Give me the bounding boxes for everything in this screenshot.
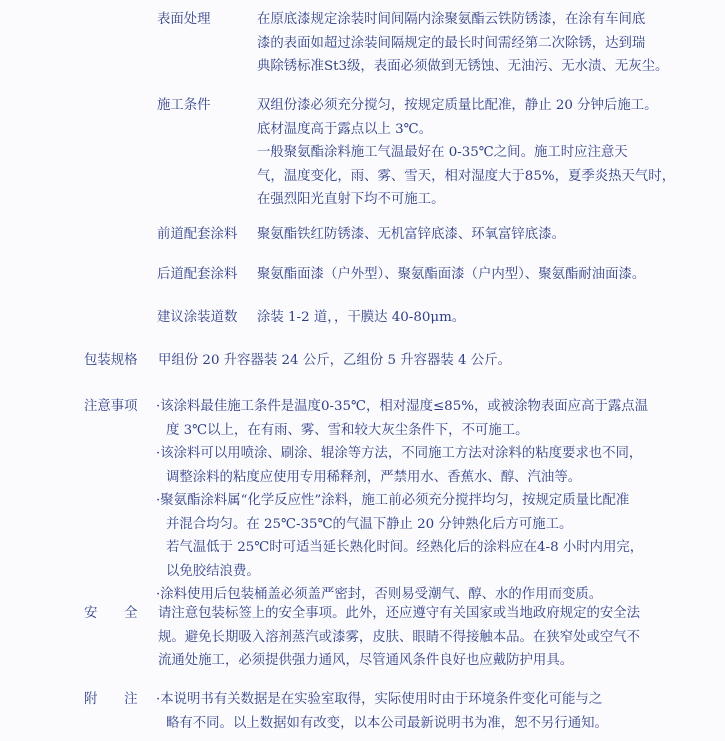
label-post-coating: 后道配套涂料 bbox=[157, 267, 238, 282]
text-appendix bbox=[156, 688, 706, 735]
text-post-coating bbox=[257, 263, 707, 287]
note-line: 并混合均匀。在 25℃-35℃的气温下静止 20 分钟熟化后方可施工。 bbox=[166, 516, 573, 532]
text-line: 一般聚氨酯涂料施工气温最好在 0-35℃之间。施工时应注意天 bbox=[257, 145, 628, 160]
note-line: ·涂料使用后包装桶盖必须盖严密封，否则易受潮气、醇、水的作用而变质。 bbox=[156, 587, 603, 602]
text-line: 略有不同。以上数据如有改变，以本公司最新说明书为准，恕不另行通知。 bbox=[166, 715, 608, 731]
note-line: ·聚氨酯涂料属“化学反应性”涂料，施工前必须充分搅拌均匀，按规定质量比配准 bbox=[156, 493, 630, 508]
label-pre-coating: 前道配套涂料 bbox=[157, 227, 238, 242]
label-packaging: 包装规格 bbox=[84, 353, 138, 368]
note-line: 以免胶结浪费。 bbox=[166, 563, 260, 579]
text-line: 聚氨酯面漆（户外型）、聚氨酯面漆（户内型）、聚氨酯耐油面漆。 bbox=[257, 267, 646, 282]
text-surface-treatment bbox=[257, 8, 707, 79]
note-line: ·该涂料最佳施工条件是温度0-35℃，相对湿度≤85%，或被涂物表面应高于露点温 bbox=[156, 399, 649, 414]
label-surface-treatment: 表面处理 bbox=[157, 12, 211, 27]
text-line: 在强烈阳光直射下均不可施工。 bbox=[257, 192, 445, 207]
label-safety: 安 全 bbox=[84, 606, 138, 621]
text-line: 涂装 1-2 道，，干膜达 40-80μm。 bbox=[257, 310, 466, 325]
text-line: 气，温度变化，雨、雾、雪天，相对湿度大于85%，夏季炎热天气时， bbox=[257, 168, 676, 184]
text-line: 双组份漆必须充分搅匀，按规定质量比配准，静止 20 分钟后施工。 bbox=[257, 98, 658, 113]
text-line: 规。避免长期吸入溶剂蒸汽或漆雾，皮肤、眼睛不得接触本品。在狭窄处或空气不 bbox=[158, 629, 641, 645]
note-line: 度 3℃以上，在有雨、雾、雪和较大灰尘条件下，不可施工。 bbox=[166, 422, 529, 438]
label-appendix: 附 注 bbox=[84, 692, 138, 707]
label-coats: 建议涂装道数 bbox=[157, 310, 238, 325]
text-line: 请注意包装标签上的安全事项。此外，还应遵守有关国家或当地政府规定的安全法 bbox=[158, 606, 641, 621]
text-notes bbox=[156, 395, 716, 607]
note-line: 调整涂料的粘度应使用专用稀释剂，严禁用水、香蕉水、醇、汽油等。 bbox=[166, 469, 582, 485]
text-packaging bbox=[158, 349, 718, 373]
text-safety bbox=[158, 602, 708, 673]
text-line: 在原底漆规定涂装时间间隔内涂聚氨酯云铁防锈漆，在涂有车间底 bbox=[257, 12, 646, 27]
label-notes: 注意事项 bbox=[84, 399, 138, 414]
note-line: 若气温低于 25℃时可适当延长熟化时间。经熟化后的涂料应在4-8 小时内用完， bbox=[166, 540, 644, 555]
text-line: 底材温度高于露点以上 3℃。 bbox=[257, 121, 433, 137]
text-line: 聚氨酯铁红防锈漆、无机富锌底漆、环氧富锌底漆。 bbox=[257, 227, 565, 242]
text-pre-coating bbox=[257, 223, 707, 247]
label-construction: 施工条件 bbox=[157, 98, 211, 113]
text-line: 甲组份 20 升容器装 24 公斤，乙组份 5 升容器装 4 公斤。 bbox=[158, 353, 511, 368]
text-line: 漆的表面如超过涂装间隔规定的最长时间需经第二次除锈，达到瑞 bbox=[257, 35, 646, 51]
note-line: ·该涂料可以用喷涂、刷涂、辊涂等方法，不同施工方法对涂料的粘度要求也不同， bbox=[156, 446, 643, 461]
text-construction bbox=[257, 94, 707, 212]
text-line: ·本说明书有关数据是在实验室取得，实际使用时由于环境条件变化可能与之 bbox=[156, 692, 603, 707]
text-line: 流通处施工，必须提供强力通风，尽管通风条件良好也应戴防护用具。 bbox=[158, 653, 574, 668]
text-coats bbox=[257, 306, 707, 330]
text-line: 典除锈标准St3级，表面必须做到无锈蚀、无油污、无水渍、无灰尘。 bbox=[257, 59, 669, 74]
